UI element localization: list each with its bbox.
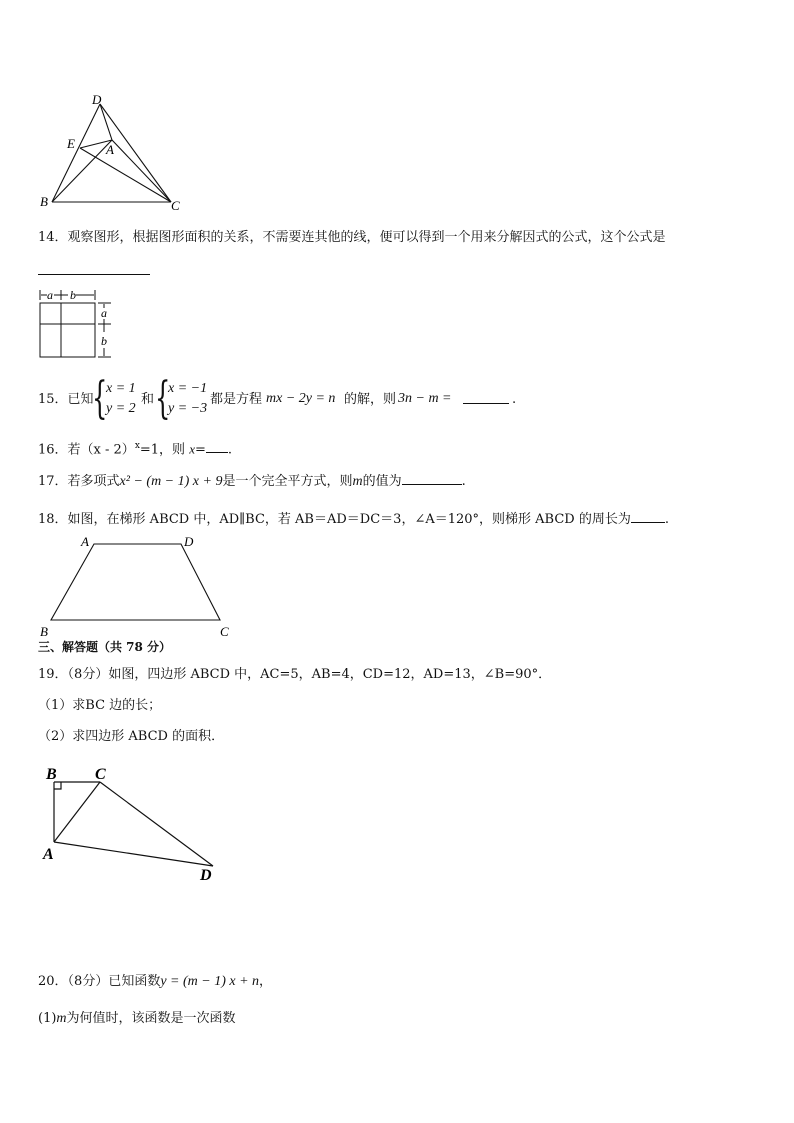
q15-expr: 3n − m =: [398, 391, 452, 406]
question-17: [38, 472, 466, 491]
dim-b-side: b: [101, 334, 107, 348]
label-C: C: [95, 766, 106, 783]
q20-prefix: 20．（8分）已知函数: [38, 974, 161, 989]
question-14: 14．观察图形，根据图形面积的关系，不需要连其他的线，便可以得到一个用来分解因式的公式，这个公式是: [38, 230, 666, 245]
question-20-part-1: [38, 1010, 236, 1028]
q16-prefix: 16．若（x - 2）: [38, 442, 135, 458]
system2-row2: y = −3: [168, 401, 208, 416]
label-C: C: [171, 198, 180, 213]
question-19-part-1: （1）求BC 边的长；: [38, 698, 162, 713]
q16-suffix: .: [227, 442, 233, 458]
q20-part1-var: m: [56, 1011, 67, 1026]
q20-suffix: ，: [259, 974, 273, 989]
square-partition-figure-14: [36, 286, 114, 360]
section-title: 三、解答题（共 78 分）: [38, 640, 172, 654]
dim-b-top: b: [70, 288, 76, 302]
q17-mid: 是一个完全平方式，则: [222, 474, 353, 489]
question-19-part-2: （2）求四边形 ABCD 的面积．: [38, 729, 225, 744]
question-18: [38, 510, 669, 529]
label-B: B: [40, 194, 48, 209]
label-B: B: [46, 766, 57, 783]
system2-row1: x = −1: [168, 381, 208, 396]
label-A: A: [81, 534, 89, 549]
q17-suffix: .: [461, 474, 466, 489]
answer-blank-14[interactable]: [38, 262, 150, 275]
answer-blank-15[interactable]: [463, 391, 509, 404]
triangle-figure-13: [38, 92, 188, 214]
q17-polynomial: x² − (m − 1) x + 9: [119, 474, 223, 489]
label-E: E: [67, 136, 75, 151]
q20-function: y = (m − 1) x + n: [160, 974, 260, 989]
dim-a-side: a: [101, 306, 107, 320]
answer-blank-17[interactable]: [402, 472, 462, 485]
answer-blank-18[interactable]: [631, 510, 665, 523]
q17-prefix: 17．若多项式: [38, 474, 120, 489]
q15-and: 和: [141, 392, 155, 407]
q16-var: x: [189, 441, 195, 457]
label-A: A: [43, 846, 54, 863]
q15-suffix: .: [512, 392, 517, 407]
quadrilateral-figure-19: [40, 762, 220, 886]
q20-part1-prefix: (1): [38, 1011, 57, 1026]
system1-row1: x = 1: [106, 381, 136, 396]
q15-mid2: 的解，则: [344, 392, 397, 407]
label-A: A: [106, 142, 114, 157]
label-D: D: [200, 867, 212, 884]
q17-var: m: [352, 474, 363, 489]
q17-mid2: 的值为: [362, 474, 402, 489]
q15-equation: mx − 2y = n: [266, 391, 336, 406]
trapezoid-figure-18: [36, 532, 236, 640]
q15-prefix: 15．已知: [38, 392, 94, 407]
q16-mid: =1，则: [139, 442, 190, 458]
question-19: 19．（8分）如图，四边形 ABCD 中，AC=5，AB=4，CD=12，AD=13，∠B=90°．: [38, 667, 552, 682]
system1-row2: y = 2: [106, 401, 136, 416]
q18-suffix: .: [664, 512, 669, 527]
q20-part1-text: 为何值时，该函数是一次函数: [66, 1011, 236, 1026]
label-B: B: [40, 624, 48, 639]
q15-mid: 都是方程: [210, 392, 263, 407]
label-D: D: [92, 92, 102, 107]
q16-exponent: x: [134, 441, 140, 451]
label-D: D: [184, 534, 194, 549]
question-20: [38, 973, 272, 991]
q16-eq: =: [194, 442, 206, 458]
label-C: C: [220, 624, 229, 639]
answer-blank-16[interactable]: [206, 440, 228, 453]
brace-1: {: [92, 373, 108, 424]
question-16: [38, 437, 232, 459]
q18-text: 18．如图，在梯形 ABCD 中，AD∥BC，若 AB＝AD＝DC＝3，∠A＝120°，则梯形 ABCD 的周长为: [38, 512, 631, 527]
dim-a-top: a: [47, 288, 53, 302]
brace-2: {: [155, 373, 171, 424]
